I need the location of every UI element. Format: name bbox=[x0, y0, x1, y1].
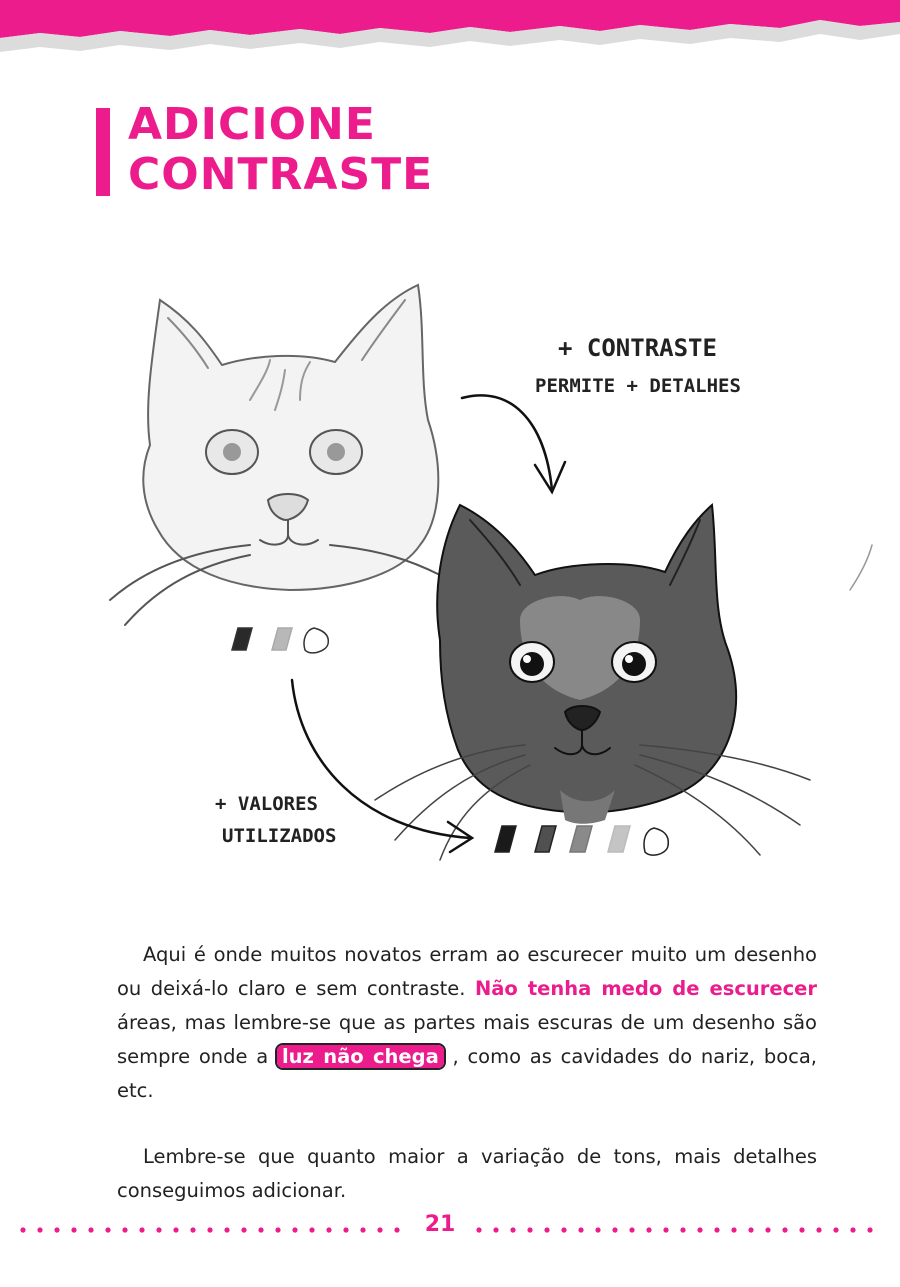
title-accent-bar bbox=[96, 108, 110, 196]
swatch-after-3 bbox=[570, 826, 592, 852]
annotation-bottom-line1: + VALORES bbox=[215, 793, 318, 815]
annotation-bottom-line2: UTILIZADOS bbox=[222, 825, 337, 847]
swatch-before-3 bbox=[304, 628, 328, 653]
p1-text-b: áreas, mas lembre-se que as partes mais escuras de um desenho são sempre onde a bbox=[117, 1011, 817, 1068]
paragraph-1 bbox=[117, 938, 817, 1108]
paragraph-2: Lembre-se que quanto maior a variação de tons, mais detalhes conseguimos adicionar. bbox=[117, 1145, 817, 1202]
p1-text-a: Aqui é onde muitos novatos erram ao escurecer muito um desenho ou deixá-lo claro e sem contraste. bbox=[117, 943, 817, 1000]
body-text bbox=[117, 938, 817, 1240]
swatch-after-1 bbox=[495, 826, 516, 852]
footer-dots-right bbox=[476, 1227, 880, 1233]
page-title-line1: ADICIONE bbox=[128, 99, 376, 150]
swatch-after-5 bbox=[644, 828, 668, 855]
cat-sketch-light bbox=[110, 285, 440, 625]
page-title bbox=[128, 100, 433, 200]
annotation-top-line1: + CONTRASTE bbox=[558, 334, 717, 362]
swatch-after-2 bbox=[535, 826, 556, 852]
page-number: 21 bbox=[424, 1212, 456, 1237]
top-torn-band bbox=[0, 0, 900, 60]
page-title-line2: CONTRASTE bbox=[128, 149, 434, 200]
footer-dots-left bbox=[20, 1227, 404, 1233]
p1-text-c: , como as cavidades do nariz, boca, etc. bbox=[117, 1045, 818, 1102]
swatch-before-2 bbox=[272, 628, 292, 650]
cat-contrast-illustration bbox=[0, 260, 900, 880]
arrow-top bbox=[462, 395, 565, 492]
swatch-after-4 bbox=[608, 826, 630, 852]
p1-highlight-dark-areas: Não tenha medo de escurecer bbox=[474, 977, 817, 1000]
palette-after bbox=[495, 826, 668, 855]
palette-before bbox=[232, 628, 328, 653]
swatch-before-1 bbox=[232, 628, 252, 650]
p1-highlight-no-light: luz não chega bbox=[277, 1045, 444, 1068]
annotation-top-line2: PERMITE + DETALHES bbox=[535, 375, 741, 397]
cat-dark-contrast bbox=[375, 505, 872, 860]
page-footer bbox=[0, 1208, 900, 1248]
